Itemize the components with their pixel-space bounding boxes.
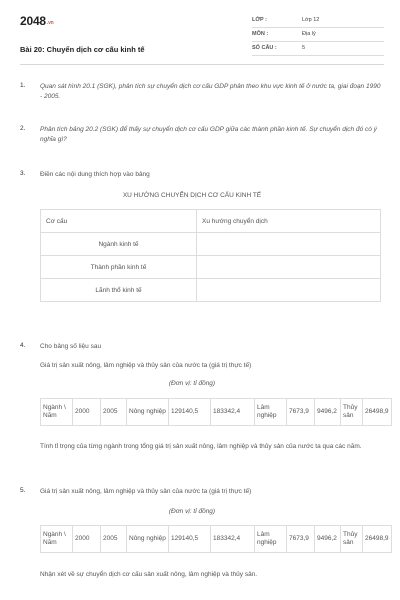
lesson-title: Bài 20: Chuyển dịch cơ cấu kinh tế [20,45,145,54]
table-cell: 129140,5 [169,399,211,426]
table-cell: 7673,9 [287,526,315,553]
meta-label: LỚP : [252,17,267,23]
table-cell: 26498,9 [363,399,392,426]
question-number: 3. [20,170,26,177]
data-table-q5 [40,525,392,553]
table-cell: 2005 [101,399,127,426]
meta-value: Địa lý [302,31,316,37]
meta-row-class [252,14,384,28]
table-row-label: Lãnh thổ kinh tế [41,279,197,302]
question-number: 1. [20,82,26,89]
table-cell: 183342,4 [211,526,255,553]
table-cell: Ngành \ Năm [41,526,73,553]
table-cell: Thủy sản [341,399,363,426]
question-task: Nhận xét về sự chuyển dịch cơ cấu sản xuất nông, lâm nghiệp và thủy sản. [40,571,258,578]
table-cell: Lâm nghiệp [255,526,287,553]
unit-label: (Đơn vị: tỉ đồng) [168,508,216,515]
meta-row-count [252,42,384,56]
meta-value: 5 [302,45,306,51]
question-number: 2. [20,125,26,132]
meta-label: MÔN : [252,31,269,37]
table-cell: 2005 [101,526,127,553]
table-cell: Nông nghiệp [127,526,169,553]
table-cell: 9496,2 [315,399,341,426]
table-row-label: Ngành kinh tế [41,233,197,256]
meta-label: SỐ CÂU : [252,45,277,51]
header-divider [20,64,384,65]
question-text: Phân tích bảng 20.2 (SGK) để thấy sự chuyển dịch cơ cấu GDP giữa các thành phần kinh tế. Sự chuyển dịch đó có ý nghĩa gì? [40,126,377,143]
question-text: Cho bảng số liệu sau [40,343,102,350]
data-table-q4 [40,398,392,426]
unit-label: (Đơn vị: tỉ đồng) [168,380,216,387]
logo-text: 2048 [20,14,46,28]
site-logo[interactable] [20,14,54,28]
logo-suffix: .vn [46,20,54,26]
table-caption: Giá trị sản xuất nông, lâm nghiệp và thủy sản của nước ta (giá trị thực tế) [40,362,252,369]
table-header-structure: Cơ cấu [41,210,197,233]
table-title: XU HƯỚNG CHUYỂN DỊCH CƠ CẤU KINH TẾ [122,192,262,199]
table-row [41,526,392,553]
table-cell: 26498,9 [363,526,392,553]
meta-row-subject [252,28,384,42]
table-cell: 7673,9 [287,399,315,426]
table-header-trend: Xu hướng chuyển dịch [197,210,381,233]
question-number: 4. [20,342,26,349]
table-cell: Lâm nghiệp [255,399,287,426]
question-text: Giá trị sản xuất nông, lâm nghiệp và thủy sản của nước ta (giá trị thực tế) [40,488,252,495]
answer-cell[interactable] [197,279,381,302]
question-text: Quan sát hình 20.1 (SGK), phân tích sự chuyển dịch cơ cấu GDP phân theo khu vực kinh tế ở nước ta, giai đoạn 1990 - 2005. [40,83,381,100]
table-cell: Nông nghiệp [127,399,169,426]
table-cell: 9496,2 [315,526,341,553]
meta-value: Lớp 12 [302,17,320,23]
table-cell: Ngành \ Năm [41,399,73,426]
answer-cell[interactable] [197,233,381,256]
question-number: 5. [20,487,26,494]
table-cell: Thủy sản [341,526,363,553]
question-task: Tính tỉ trọng của từng ngành trong tổng giá trị sản xuất nông, lâm nghiệp và thủy sản của nước ta qua các năm. [40,443,362,450]
table-row [41,399,392,426]
table-row-label: Thành phần kinh tế [41,256,197,279]
table-cell: 2000 [73,399,101,426]
table-cell: 2000 [73,526,101,553]
table-cell: 183342,4 [211,399,255,426]
worksheet-header [20,14,384,60]
question-text: Điền các nội dung thích hợp vào bảng [40,171,150,178]
answer-cell[interactable] [197,256,381,279]
trend-table [40,209,381,302]
table-cell: 129140,5 [169,526,211,553]
meta-info [252,14,384,56]
